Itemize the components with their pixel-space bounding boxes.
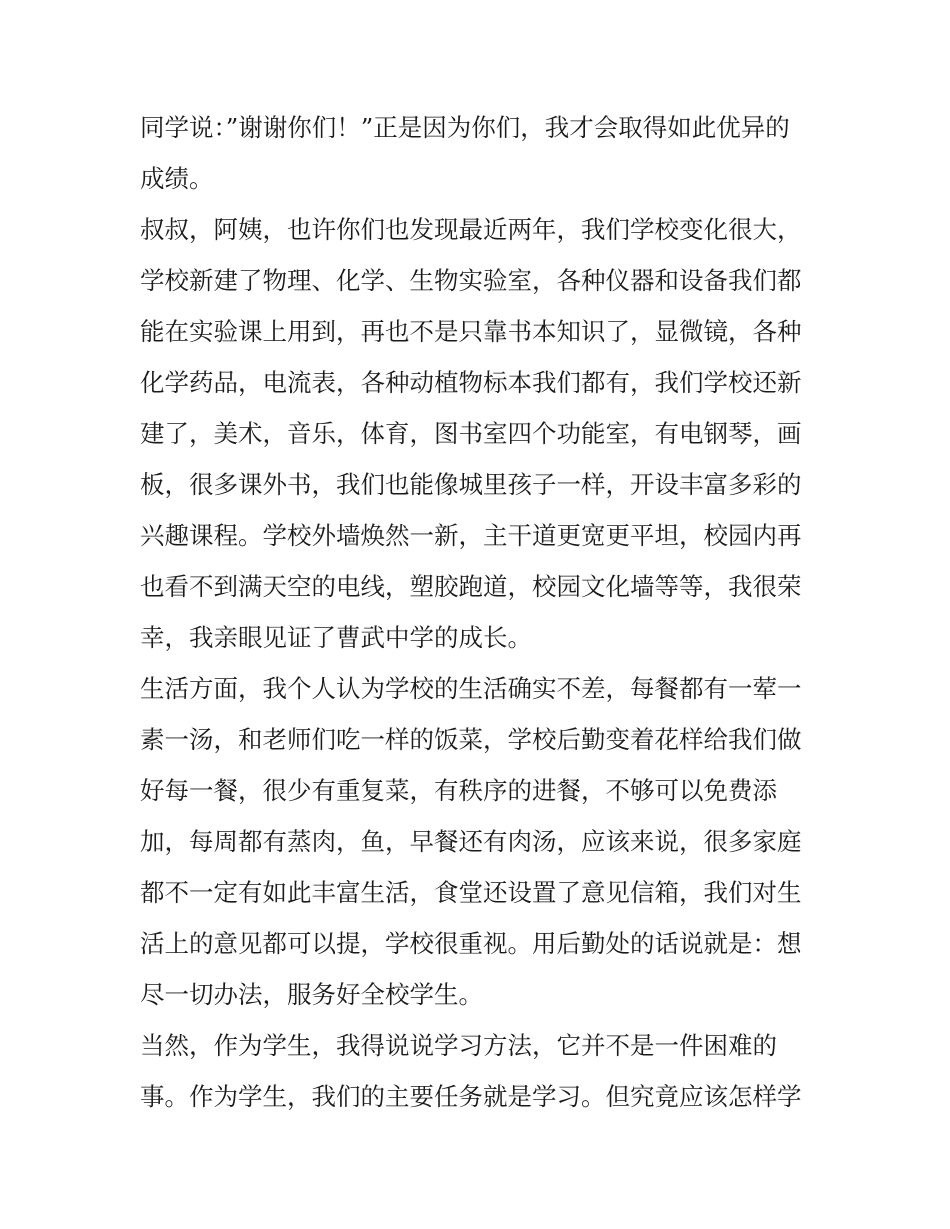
text-line: 都不一定有如此丰富生活，食堂还设置了意见信箱，我们对生 (140, 878, 802, 907)
body-text (140, 102, 820, 1122)
text-line: 生活方面，我个人认为学校的生活确实不差，每餐都有一荤一 (140, 674, 802, 703)
text-line: 叔叔，阿姨，也许你们也发现最近两年，我们学校变化很大， (140, 215, 802, 244)
text-line: 成绩。 (140, 164, 214, 193)
text-line: 活上的意见都可以提，学校很重视。用后勤处的话说就是：想 (140, 929, 802, 958)
text-line: 同学说：”谢谢你们！”正是因为你们，我才会取得如此优异的 (140, 113, 790, 142)
text-line: 素一汤，和老师们吃一样的饭菜，学校后勤变着花样给我们做 (140, 725, 802, 754)
text-line: 加，每周都有蒸肉，鱼，早餐还有肉汤，应该来说，很多家庭 (140, 827, 802, 856)
text-line: 幸，我亲眼见证了曹武中学的成长。 (140, 623, 532, 652)
text-line: 建了，美术，音乐，体育，图书室四个功能室，有电钢琴，画 (140, 419, 802, 448)
text-line: 能在实验课上用到，再也不是只靠书本知识了，显微镜，各种 (140, 317, 802, 346)
text-line: 化学药品，电流表，各种动植物标本我们都有，我们学校还新 (140, 368, 802, 397)
text-line: 事。作为学生，我们的主要任务就是学习。但究竟应该怎样学 (140, 1082, 802, 1111)
text-line: 好每一餐，很少有重复菜，有秩序的进餐，不够可以免费添 (140, 776, 777, 805)
text-line: 当然，作为学生，我得说说学习方法，它并不是一件困难的 (140, 1031, 777, 1060)
text-line: 学校新建了物理、化学、生物实验室，各种仪器和设备我们都 (140, 266, 802, 295)
text-line: 也看不到满天空的电线，塑胶跑道，校园文化墙等等，我很荣 (140, 572, 802, 601)
text-line: 板，很多课外书，我们也能像城里孩子一样，开设丰富多彩的 (140, 470, 802, 499)
text-line: 尽一切办法，服务好全校学生。 (140, 980, 483, 1009)
text-line: 兴趣课程。学校外墙焕然一新，主干道更宽更平坦，校园内再 (140, 521, 802, 550)
